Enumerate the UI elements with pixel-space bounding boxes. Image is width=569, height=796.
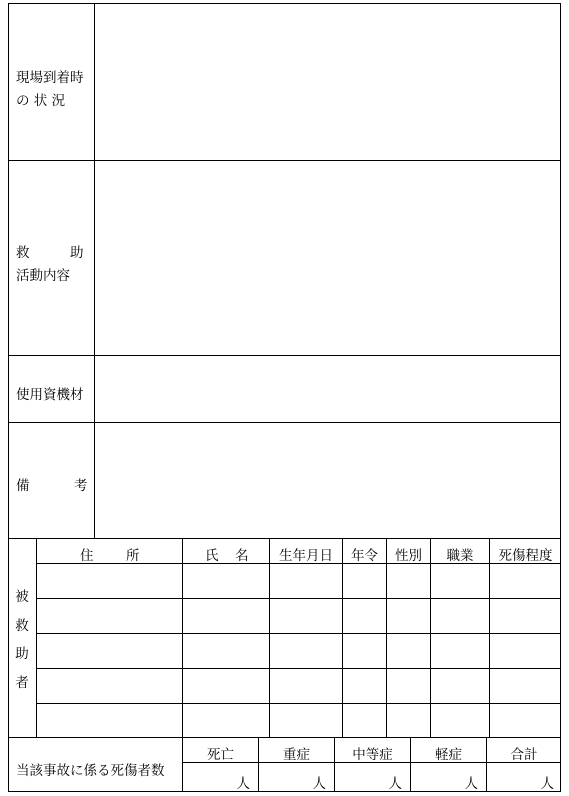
casualty-unit-moderate[interactable]: 人 xyxy=(388,776,402,792)
header-name-1: 氏 xyxy=(205,548,219,564)
arrival-label-line1: 現場到着時 xyxy=(16,70,84,86)
header-sex: 性別 xyxy=(395,548,422,564)
remarks-label-1: 備 xyxy=(16,478,30,494)
col-divider-occupation xyxy=(489,538,490,737)
row-divider-2 xyxy=(36,633,561,634)
remarks-label-2: 考 xyxy=(74,478,88,494)
col-divider-address xyxy=(182,538,183,737)
rescued-label-char3: 助 xyxy=(15,646,29,663)
casualty-unit-serious[interactable]: 人 xyxy=(312,776,326,792)
rescued-label-char1: 被 xyxy=(15,589,29,605)
casualty-header-death: 死亡 xyxy=(207,747,234,763)
header-name-2: 名 xyxy=(235,548,249,564)
casualty-header-moderate: 中等症 xyxy=(352,747,393,763)
rescued-label-char2: 救 xyxy=(15,617,29,634)
arrival-label-line2 xyxy=(16,89,88,109)
rescue-activity-field[interactable] xyxy=(95,161,560,355)
row-divider-3 xyxy=(36,668,561,669)
equipment-label: 使用資機材 xyxy=(16,387,84,403)
equipment-field[interactable] xyxy=(95,356,560,422)
casualty-unit-death[interactable]: 人 xyxy=(236,776,250,792)
col-divider-sex xyxy=(430,538,431,737)
rescued-label-divider xyxy=(36,538,37,737)
row-divider-4 xyxy=(36,703,561,704)
arrival-situation-field[interactable] xyxy=(95,4,560,160)
header-occupation: 職業 xyxy=(446,548,474,564)
col-divider-birthdate xyxy=(342,538,343,737)
col-divider-age xyxy=(386,538,387,737)
header-address-2: 所 xyxy=(126,548,140,564)
remarks-field[interactable] xyxy=(95,423,560,538)
header-address-1: 住 xyxy=(80,548,94,564)
divider-remarks xyxy=(8,538,561,539)
casualty-header-serious: 重症 xyxy=(283,747,310,763)
casualty-header-minor: 軽症 xyxy=(435,747,462,763)
rescued-bottom xyxy=(8,737,561,738)
rescued-label-char4: 者 xyxy=(15,674,29,691)
casualty-unit-total[interactable]: 人 xyxy=(540,776,554,792)
casualty-label: 当該事故に係る死傷者数 xyxy=(16,763,165,779)
row-divider-1 xyxy=(36,598,561,599)
header-injury: 死傷程度 xyxy=(498,548,553,564)
header-age: 年令 xyxy=(351,548,378,564)
col-divider-name xyxy=(269,538,270,737)
header-birthdate: 生年月日 xyxy=(279,548,333,564)
casualty-unit-minor[interactable]: 人 xyxy=(464,776,478,792)
rescue-label-line2: 活動内容 xyxy=(16,268,70,284)
casualty-header-total: 合計 xyxy=(510,747,538,763)
rescued-label xyxy=(8,585,36,691)
rescue-label-line1: 救 助 xyxy=(16,245,84,261)
arrival-label-line2-text: の 状 況 xyxy=(16,93,66,109)
incident-report-form xyxy=(8,3,561,792)
